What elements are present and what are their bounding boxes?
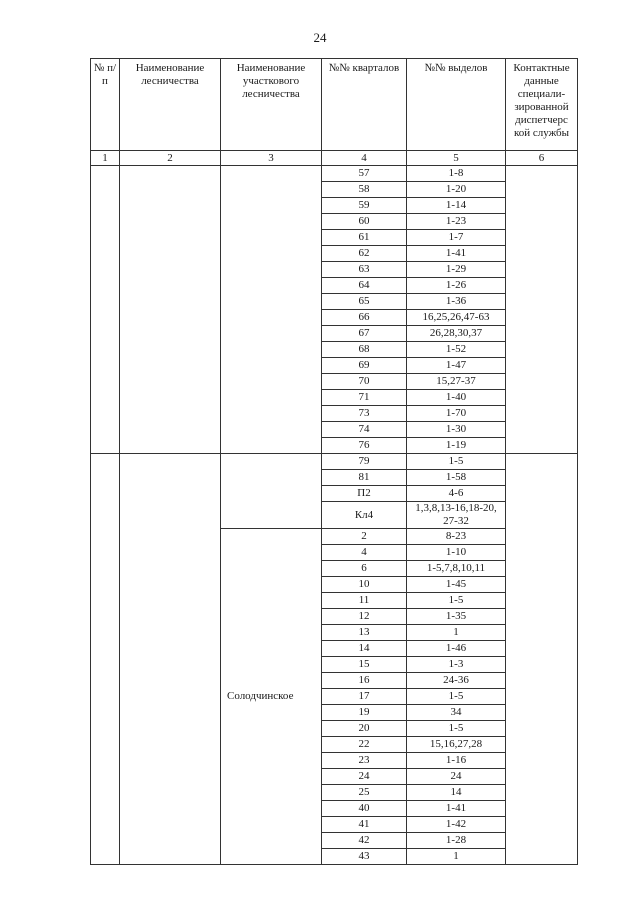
allotment-cell: 1-36 bbox=[407, 294, 506, 310]
allotment-cell: 1-28 bbox=[407, 833, 506, 849]
quarter-cell: 6 bbox=[322, 561, 407, 577]
allotment-cell: 4-6 bbox=[407, 486, 506, 502]
allotment-cell: 1-52 bbox=[407, 342, 506, 358]
quarter-cell: 42 bbox=[322, 833, 407, 849]
table-row bbox=[91, 454, 578, 470]
quarter-cell: 76 bbox=[322, 438, 407, 454]
allotment-cell: 1-20 bbox=[407, 182, 506, 198]
contact-cell bbox=[506, 166, 578, 454]
quarter-cell: 65 bbox=[322, 294, 407, 310]
quarter-cell: 69 bbox=[322, 358, 407, 374]
index-cell bbox=[91, 454, 120, 865]
allotment-cell: 1-5 bbox=[407, 689, 506, 705]
quarter-cell: П2 bbox=[322, 486, 407, 502]
allotment-cell: 1-41 bbox=[407, 246, 506, 262]
quarter-cell: 11 bbox=[322, 593, 407, 609]
quarter-cell: 12 bbox=[322, 609, 407, 625]
quarter-cell: 63 bbox=[322, 262, 407, 278]
allotment-cell: 1-46 bbox=[407, 641, 506, 657]
quarter-cell: 66 bbox=[322, 310, 407, 326]
quarter-cell: 74 bbox=[322, 422, 407, 438]
allotment-cell: 1-5 bbox=[407, 454, 506, 470]
quarter-cell: 40 bbox=[322, 801, 407, 817]
allotment-cell: 1-41 bbox=[407, 801, 506, 817]
allotment-cell: 1-3 bbox=[407, 657, 506, 673]
contact-cell bbox=[506, 454, 578, 865]
header-quarters: №№ кварталов bbox=[322, 59, 407, 151]
quarter-cell: 73 bbox=[322, 406, 407, 422]
quarter-cell: 57 bbox=[322, 166, 407, 182]
allotment-cell: 1-30 bbox=[407, 422, 506, 438]
quarter-cell: 13 bbox=[322, 625, 407, 641]
column-number: 1 bbox=[91, 151, 120, 166]
allotment-cell: 14 bbox=[407, 785, 506, 801]
forestry-cell bbox=[120, 166, 221, 454]
quarter-cell: 58 bbox=[322, 182, 407, 198]
allotment-cell: 1-5,7,8,10,11 bbox=[407, 561, 506, 577]
quarter-cell: 2 bbox=[322, 529, 407, 545]
allotment-cell: 1-42 bbox=[407, 817, 506, 833]
quarter-cell: 17 bbox=[322, 689, 407, 705]
quarter-cell: Кл4 bbox=[322, 502, 407, 529]
header-row bbox=[91, 59, 578, 151]
quarter-cell: 10 bbox=[322, 577, 407, 593]
quarter-cell: 19 bbox=[322, 705, 407, 721]
allotment-cell: 15,16,27,28 bbox=[407, 737, 506, 753]
district-cell bbox=[221, 166, 322, 454]
allotment-cell: 34 bbox=[407, 705, 506, 721]
quarter-cell: 68 bbox=[322, 342, 407, 358]
forestry-table bbox=[90, 58, 578, 865]
allotment-cell: 15,27-37 bbox=[407, 374, 506, 390]
allotment-cell: 1-23 bbox=[407, 214, 506, 230]
allotment-cell: 1-5 bbox=[407, 593, 506, 609]
allotment-cell: 1-14 bbox=[407, 198, 506, 214]
allotment-cell: 1-5 bbox=[407, 721, 506, 737]
quarter-cell: 4 bbox=[322, 545, 407, 561]
allotment-cell: 16,25,26,47-63 bbox=[407, 310, 506, 326]
allotment-cell: 24 bbox=[407, 769, 506, 785]
column-number: 2 bbox=[120, 151, 221, 166]
column-number: 6 bbox=[506, 151, 578, 166]
allotment-cell: 1-58 bbox=[407, 470, 506, 486]
allotment-cell: 1 bbox=[407, 625, 506, 641]
column-number: 3 bbox=[221, 151, 322, 166]
allotment-cell: 1-16 bbox=[407, 753, 506, 769]
allotment-cell: 24-36 bbox=[407, 673, 506, 689]
header-index: № п/п bbox=[91, 59, 120, 151]
quarter-cell: 41 bbox=[322, 817, 407, 833]
allotment-cell: 1-10 bbox=[407, 545, 506, 561]
quarter-cell: 23 bbox=[322, 753, 407, 769]
quarter-cell: 20 bbox=[322, 721, 407, 737]
quarter-cell: 60 bbox=[322, 214, 407, 230]
quarter-cell: 62 bbox=[322, 246, 407, 262]
quarter-cell: 16 bbox=[322, 673, 407, 689]
district-forestry-name: Солодчинское bbox=[221, 529, 322, 865]
allotment-cell: 1 bbox=[407, 849, 506, 865]
allotment-cell: 1-29 bbox=[407, 262, 506, 278]
quarter-cell: 14 bbox=[322, 641, 407, 657]
allotment-cell: 1-26 bbox=[407, 278, 506, 294]
allotment-cell: 26,28,30,37 bbox=[407, 326, 506, 342]
allotment-cell: 1-7 bbox=[407, 230, 506, 246]
quarter-cell: 24 bbox=[322, 769, 407, 785]
quarter-cell: 64 bbox=[322, 278, 407, 294]
header-district-forestry: Наименование участкового лесничества bbox=[221, 59, 322, 151]
allotment-cell: 1-70 bbox=[407, 406, 506, 422]
quarter-cell: 71 bbox=[322, 390, 407, 406]
quarter-cell: 22 bbox=[322, 737, 407, 753]
allotment-cell: 1-35 bbox=[407, 609, 506, 625]
allotment-cell: 1-19 bbox=[407, 438, 506, 454]
quarter-cell: 67 bbox=[322, 326, 407, 342]
allotment-cell: 1-8 bbox=[407, 166, 506, 182]
allotment-cell: 8-23 bbox=[407, 529, 506, 545]
allotment-cell: 1-40 bbox=[407, 390, 506, 406]
header-allotments: №№ выделов bbox=[407, 59, 506, 151]
quarter-cell: 43 bbox=[322, 849, 407, 865]
quarter-cell: 81 bbox=[322, 470, 407, 486]
allotment-cell: 1,3,8,13-16,18-20, 27-32 bbox=[407, 502, 506, 529]
column-number: 5 bbox=[407, 151, 506, 166]
quarter-cell: 79 bbox=[322, 454, 407, 470]
quarter-cell: 25 bbox=[322, 785, 407, 801]
allotment-cell: 1-47 bbox=[407, 358, 506, 374]
column-number-row bbox=[91, 151, 578, 166]
forestry-cell bbox=[120, 454, 221, 865]
quarter-cell: 15 bbox=[322, 657, 407, 673]
header-forestry: Наименование лесничества bbox=[120, 59, 221, 151]
page-number: 24 bbox=[313, 30, 327, 45]
header-contact: Контактные данные специали-зированной диспетчерс кой службы bbox=[506, 59, 578, 151]
quarter-cell: 70 bbox=[322, 374, 407, 390]
district-cell bbox=[221, 454, 322, 529]
table-row bbox=[91, 166, 578, 182]
column-number: 4 bbox=[322, 151, 407, 166]
allotment-cell: 1-45 bbox=[407, 577, 506, 593]
quarter-cell: 61 bbox=[322, 230, 407, 246]
quarter-cell: 59 bbox=[322, 198, 407, 214]
index-cell bbox=[91, 166, 120, 454]
